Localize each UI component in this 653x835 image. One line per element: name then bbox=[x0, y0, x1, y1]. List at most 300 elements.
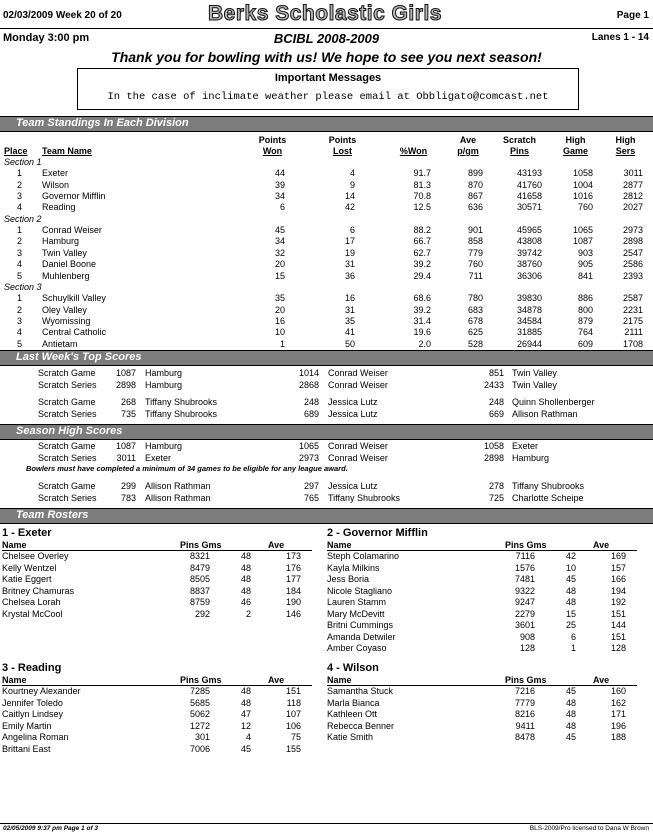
standings-cell-lost: 19 bbox=[344, 247, 355, 258]
standings-cell-pct: 29.4 bbox=[413, 270, 431, 281]
footer-license: BLS-2009/Pro licensed to Dana W Brown bbox=[529, 825, 649, 832]
score-name-1: Hamburg bbox=[145, 368, 183, 378]
standings-cell-sers: 2877 bbox=[622, 179, 643, 190]
score-name-3: Tiffany Shubrooks bbox=[512, 481, 585, 491]
roster-player-ave: 184 bbox=[285, 585, 301, 596]
section-label: Section 1 bbox=[4, 157, 42, 167]
roster-player-ave: 171 bbox=[610, 709, 626, 719]
last-week-bar-title: Last Week's Top Scores bbox=[16, 351, 142, 363]
standings-row bbox=[0, 180, 653, 191]
roster-player-games: 48 bbox=[240, 686, 251, 696]
standings-cell-pins: 41760 bbox=[516, 179, 542, 190]
roster-player-pins: 1272 bbox=[189, 720, 210, 731]
standings-cell-place: 4 bbox=[16, 259, 22, 270]
score-name-2: Conrad Weiser bbox=[328, 453, 388, 463]
roster-team bbox=[327, 662, 647, 822]
score-name-1: Tiffany Shubrooks bbox=[145, 409, 218, 419]
col-ave-1: Ave bbox=[459, 135, 477, 145]
standings-cell-won: 15 bbox=[274, 270, 285, 281]
standings-cell-lost: 36 bbox=[344, 270, 355, 281]
roster-player-row bbox=[327, 620, 647, 631]
last-week-bar bbox=[0, 350, 653, 366]
score-category: Scratch Game bbox=[38, 481, 96, 491]
standings-cell-sers: 2547 bbox=[622, 247, 643, 258]
roster-col-ave: Ave bbox=[593, 675, 610, 685]
day-time: Monday 3:00 pm bbox=[3, 32, 90, 44]
roster-player-name: Kourtney Alexander bbox=[2, 686, 81, 696]
roster-player-name: Caitlyn Lindsey bbox=[2, 709, 64, 719]
score-row bbox=[0, 368, 653, 379]
roster-player-name: Krystal McCool bbox=[2, 608, 63, 619]
col-scratch-pins: Pins bbox=[509, 146, 529, 156]
standings-cell-sers: 2973 bbox=[622, 225, 643, 236]
roster-player-ave: 106 bbox=[285, 720, 301, 731]
roster-player-ave: 107 bbox=[285, 709, 301, 719]
roster-player-row bbox=[327, 721, 647, 732]
standings-bar bbox=[0, 116, 653, 132]
roster-player-row bbox=[327, 732, 647, 743]
score-name-1: Tiffany Shubrooks bbox=[145, 397, 218, 407]
standings-cell-game: 760 bbox=[577, 202, 593, 213]
standings-cell-won: 20 bbox=[274, 304, 285, 315]
roster-player-ave: 162 bbox=[610, 697, 626, 708]
roster-player-games: 47 bbox=[240, 709, 251, 719]
standings-cell-place: 2 bbox=[16, 236, 22, 247]
standings-cell-game: 609 bbox=[577, 338, 593, 349]
roster-player-name: Jess Boria bbox=[327, 574, 370, 584]
roster-player-games: 48 bbox=[565, 720, 576, 731]
standings-cell-ave: 636 bbox=[467, 202, 483, 213]
league-name: BCIBL 2008-2009 bbox=[273, 31, 380, 46]
standings-cell-lost: 31 bbox=[344, 259, 355, 270]
standings-cell-game: 903 bbox=[577, 247, 593, 258]
standings-cell-pct: 2.0 bbox=[418, 338, 431, 349]
score-score-2: 2973 bbox=[298, 453, 319, 463]
roster-player-games: 48 bbox=[565, 709, 576, 719]
messages-title: Important Messages bbox=[274, 72, 382, 84]
roster-player-row bbox=[327, 698, 647, 709]
roster-player-games: 48 bbox=[240, 562, 251, 573]
roster-player-row bbox=[2, 597, 322, 608]
roster-player-games: 48 bbox=[240, 697, 251, 708]
standings-cell-place: 1 bbox=[16, 168, 22, 179]
standings-cell-team: Daniel Boone bbox=[42, 259, 97, 270]
standings-cell-sers: 2393 bbox=[622, 270, 643, 281]
roster-col-name: Name bbox=[2, 540, 27, 550]
col-place: Place bbox=[4, 146, 28, 156]
roster-team-title: 4 - Wilson bbox=[327, 662, 379, 674]
standings-cell-won: 45 bbox=[274, 225, 285, 236]
roster-player-row bbox=[327, 643, 647, 654]
standings-row bbox=[0, 191, 653, 202]
score-row bbox=[0, 397, 653, 408]
score-score-3: 1058 bbox=[483, 441, 504, 451]
roster-player-pins: 3601 bbox=[514, 620, 535, 630]
score-category: Scratch Series bbox=[38, 453, 97, 463]
standings-cell-team: Schuylkill Valley bbox=[42, 293, 106, 304]
standings-cell-team: Governor Mifflin bbox=[42, 191, 106, 202]
thank-you-message: Thank you for bowling with us! We hope to see you next season! bbox=[111, 49, 542, 65]
roster-player-name: Katie Eggert bbox=[2, 574, 52, 584]
roster-player-name: Amber Coyaso bbox=[327, 643, 387, 653]
standings-cell-game: 1065 bbox=[572, 225, 593, 236]
roster-player-ave: 188 bbox=[610, 732, 626, 742]
col-high-sers-1: High bbox=[615, 135, 636, 145]
standings-cell-game: 841 bbox=[577, 270, 593, 281]
standings-cell-won: 39 bbox=[274, 179, 285, 190]
roster-player-games: 4 bbox=[245, 732, 251, 742]
score-row bbox=[0, 453, 653, 464]
standings-cell-won: 20 bbox=[274, 259, 285, 270]
standings-cell-team: Reading bbox=[42, 202, 76, 213]
score-score-1: 1087 bbox=[115, 441, 136, 451]
roster-team-title: 2 - Governor Mifflin bbox=[327, 527, 428, 539]
score-category: Scratch Series bbox=[38, 493, 97, 503]
roster-player-games: 48 bbox=[240, 574, 251, 584]
roster-team-title: 3 - Reading bbox=[2, 662, 62, 674]
standings-cell-pins: 39742 bbox=[516, 247, 542, 258]
col-high-game: Game bbox=[562, 146, 588, 156]
score-score-1: 783 bbox=[120, 493, 136, 503]
roster-player-name: Britni Cummings bbox=[327, 620, 394, 630]
roster-player-name: Lauren Stamm bbox=[327, 597, 387, 607]
roster-player-ave: 151 bbox=[610, 608, 626, 619]
standings-cell-sers: 2586 bbox=[622, 259, 643, 270]
roster-player-ave: 166 bbox=[610, 574, 626, 584]
roster-player-ave: 118 bbox=[286, 697, 301, 708]
standings-cell-place: 4 bbox=[16, 327, 22, 338]
standings-cell-pins: 45965 bbox=[516, 225, 542, 236]
col-points-lost-1: Points bbox=[328, 135, 357, 145]
roster-player-name: Rebecca Benner bbox=[327, 720, 395, 731]
score-score-2: 248 bbox=[303, 397, 319, 407]
standings-cell-sers: 2587 bbox=[622, 293, 643, 304]
standings-cell-pct: 68.6 bbox=[413, 293, 431, 304]
roster-player-ave: 173 bbox=[285, 551, 301, 561]
roster-player-name: Steph Colamarino bbox=[327, 551, 400, 561]
roster-player-ave: 192 bbox=[610, 597, 626, 607]
standings-cell-lost: 6 bbox=[349, 225, 355, 236]
col-ave: p/gm bbox=[457, 146, 479, 156]
score-score-1: 268 bbox=[120, 397, 136, 407]
standings-cell-place: 2 bbox=[16, 179, 22, 190]
report-date-week: 02/03/2009 Week 20 of 20 bbox=[3, 10, 122, 21]
roster-player-row bbox=[2, 586, 322, 597]
standings-cell-game: 1004 bbox=[572, 179, 593, 190]
roster-player-pins: 128 bbox=[519, 643, 535, 653]
col-points-won-1: Points bbox=[258, 135, 287, 145]
roster-player-games: 48 bbox=[565, 597, 576, 607]
roster-player-row bbox=[2, 609, 322, 620]
roster-player-row bbox=[327, 563, 647, 574]
roster-player-games: 45 bbox=[565, 732, 576, 742]
score-category: Scratch Game bbox=[38, 368, 96, 378]
standings-cell-ave: 780 bbox=[467, 293, 483, 304]
roster-player-pins: 8759 bbox=[189, 597, 210, 607]
standings-cell-ave: 870 bbox=[467, 179, 483, 190]
roster-col-name: Name bbox=[327, 540, 352, 550]
score-score-1: 1087 bbox=[115, 368, 136, 378]
score-name-3: Charlotte Scheipe bbox=[512, 493, 584, 503]
roster-player-ave: 146 bbox=[285, 608, 301, 619]
roster-player-name: Kelly Wentzel bbox=[2, 562, 57, 573]
roster-player-pins: 9247 bbox=[514, 597, 535, 607]
score-score-3: 725 bbox=[488, 493, 504, 503]
standings-cell-won: 35 bbox=[274, 293, 285, 304]
standings-cell-ave: 625 bbox=[467, 327, 483, 338]
roster-player-games: 46 bbox=[240, 597, 251, 607]
score-row bbox=[0, 380, 653, 391]
standings-cell-lost: 42 bbox=[344, 202, 355, 213]
score-name-1: Allison Rathman bbox=[145, 481, 211, 491]
roster-player-row bbox=[327, 632, 647, 643]
roster-player-ave: 177 bbox=[285, 574, 301, 584]
score-name-2: Tiffany Shubrooks bbox=[328, 493, 401, 503]
col-pct-won: %Won bbox=[399, 146, 428, 156]
roster-player-name: Chelsea Lorah bbox=[2, 597, 61, 607]
standings-row bbox=[0, 339, 653, 350]
score-score-2: 765 bbox=[303, 493, 319, 503]
roster-player-name: Samantha Stuck bbox=[327, 686, 394, 696]
score-score-3: 248 bbox=[488, 397, 504, 407]
standings-cell-won: 44 bbox=[274, 168, 285, 179]
standings-cell-ave: 678 bbox=[467, 315, 483, 326]
standings-cell-pins: 38760 bbox=[516, 259, 542, 270]
roster-player-name: Amanda Detwiler bbox=[327, 631, 396, 642]
score-row bbox=[0, 481, 653, 492]
roster-player-pins: 8479 bbox=[189, 562, 210, 573]
standings-cell-lost: 41 bbox=[344, 327, 355, 338]
roster-player-pins: 7481 bbox=[514, 574, 535, 584]
col-team-name: Team Name bbox=[42, 146, 92, 156]
standings-row bbox=[0, 293, 653, 304]
standings-cell-team: Wyomissing bbox=[42, 315, 91, 326]
roster-player-pins: 8321 bbox=[189, 551, 210, 561]
col-points-won: Won bbox=[262, 146, 283, 156]
roster-player-row bbox=[327, 586, 647, 597]
roster-player-games: 6 bbox=[570, 631, 576, 642]
standings-row bbox=[0, 225, 653, 236]
roster-player-pins: 7779 bbox=[514, 697, 535, 708]
standings-cell-pct: 70.8 bbox=[413, 191, 431, 202]
standings-bar-title: Team Standings In Each Division bbox=[16, 117, 189, 129]
standings-cell-game: 1016 bbox=[572, 191, 593, 202]
standings-cell-won: 16 bbox=[274, 315, 285, 326]
roster-player-ave: 75 bbox=[290, 732, 301, 742]
season-high-bar bbox=[0, 424, 653, 440]
standings-cell-team: Central Catholic bbox=[42, 327, 107, 338]
standings-cell-ave: 683 bbox=[467, 304, 483, 315]
standings-cell-team: Wilson bbox=[42, 179, 70, 190]
roster-player-name: Kayla Milkins bbox=[327, 562, 380, 573]
standings-cell-team: Hamburg bbox=[42, 236, 80, 247]
score-name-2: Jessica Lutz bbox=[328, 409, 378, 419]
roster-player-name: Nicole Stagliano bbox=[327, 585, 393, 596]
roster-player-games: 42 bbox=[565, 551, 576, 561]
score-score-3: 669 bbox=[488, 409, 504, 419]
roster-player-ave: 144 bbox=[610, 620, 626, 630]
roster-player-games: 45 bbox=[565, 574, 576, 584]
standings-cell-pct: 19.6 bbox=[413, 327, 431, 338]
standings-cell-place: 5 bbox=[16, 270, 22, 281]
score-name-1: Allison Rathman bbox=[145, 493, 211, 503]
roster-player-row bbox=[2, 721, 322, 732]
season-high-bar-title: Season High Scores bbox=[16, 425, 123, 437]
score-name-3: Allison Rathman bbox=[512, 409, 578, 419]
score-score-1: 3011 bbox=[116, 453, 136, 463]
standings-cell-pins: 36306 bbox=[516, 270, 542, 281]
roster-player-name: Kathleen Ott bbox=[327, 709, 378, 719]
roster-player-name: Mary McDevitt bbox=[327, 608, 385, 619]
roster-player-name: Chelsee Overley bbox=[2, 551, 69, 561]
standings-row bbox=[0, 316, 653, 327]
lanes: Lanes 1 - 14 bbox=[591, 32, 649, 43]
roster-player-row bbox=[327, 709, 647, 720]
standings-cell-pct: 91.7 bbox=[413, 168, 431, 179]
roster-player-pins: 7116 bbox=[515, 551, 535, 561]
roster-player-pins: 8837 bbox=[189, 585, 210, 596]
standings-cell-place: 2 bbox=[16, 304, 22, 315]
standings-cell-ave: 858 bbox=[467, 236, 483, 247]
standings-cell-game: 800 bbox=[577, 304, 593, 315]
standings-cell-lost: 31 bbox=[344, 304, 355, 315]
roster-player-ave: 169 bbox=[610, 551, 626, 561]
standings-cell-won: 34 bbox=[274, 236, 285, 247]
roster-player-row bbox=[327, 551, 647, 562]
roster-player-name: Britney Chamuras bbox=[2, 585, 75, 596]
score-score-3: 2433 bbox=[483, 380, 504, 390]
score-category: Scratch Series bbox=[38, 409, 97, 419]
standings-cell-ave: 901 bbox=[467, 225, 483, 236]
score-score-1: 2898 bbox=[115, 380, 136, 390]
roster-col-ave: Ave bbox=[268, 675, 285, 685]
standings-cell-ave: 899 bbox=[467, 168, 483, 179]
standings-cell-pins: 39830 bbox=[516, 293, 542, 304]
roster-player-ave: 190 bbox=[285, 597, 301, 607]
roster-player-name: Marla Bianca bbox=[327, 697, 380, 708]
roster-player-pins: 7216 bbox=[514, 686, 535, 696]
roster-player-pins: 1576 bbox=[514, 562, 535, 573]
standings-cell-won: 1 bbox=[279, 338, 285, 349]
score-category: Scratch Game bbox=[38, 441, 96, 451]
roster-player-games: 2 bbox=[245, 608, 251, 619]
messages-text: In the case of inclimate weather please email at Obbligato@comcast.net bbox=[107, 91, 549, 103]
score-name-1: Hamburg bbox=[145, 441, 183, 451]
score-name-2: Conrad Weiser bbox=[328, 441, 388, 451]
standings-cell-place: 3 bbox=[16, 315, 22, 326]
roster-player-row bbox=[327, 597, 647, 608]
standings-cell-sers: 2175 bbox=[622, 315, 643, 326]
roster-player-row bbox=[327, 609, 647, 620]
col-points-lost: Lost bbox=[333, 146, 352, 156]
roster-player-pins: 5062 bbox=[189, 709, 210, 719]
standings-cell-sers: 2898 bbox=[622, 236, 643, 247]
standings-cell-team: Muhlenberg bbox=[42, 270, 90, 281]
score-score-1: 735 bbox=[120, 409, 136, 419]
score-name-2: Conrad Weiser bbox=[328, 380, 388, 390]
section-label: Section 3 bbox=[4, 281, 42, 292]
standings-cell-ave: 760 bbox=[467, 259, 483, 270]
score-category: Scratch Series bbox=[38, 380, 97, 390]
standings-cell-game: 905 bbox=[577, 259, 593, 270]
roster-player-ave: 151 bbox=[285, 686, 301, 696]
roster-player-pins: 2279 bbox=[514, 608, 535, 619]
score-name-2: Jessica Lutz bbox=[328, 397, 378, 407]
standings-cell-place: 4 bbox=[16, 202, 22, 213]
roster-player-games: 15 bbox=[565, 608, 576, 619]
roster-player-games: 12 bbox=[240, 720, 251, 731]
standings-cell-place: 3 bbox=[16, 247, 22, 258]
standings-cell-team: Antietam bbox=[42, 338, 78, 349]
col-scratch-1: Scratch bbox=[502, 135, 537, 145]
standings-cell-pct: 81.3 bbox=[413, 179, 431, 190]
roster-player-games: 48 bbox=[240, 585, 251, 596]
score-score-2: 2868 bbox=[298, 380, 319, 390]
standings-cell-lost: 9 bbox=[349, 179, 355, 190]
standings-cell-pct: 66.7 bbox=[413, 236, 431, 247]
standings-cell-game: 1087 bbox=[572, 236, 593, 247]
standings-cell-won: 32 bbox=[274, 247, 285, 258]
roster-player-pins: 292 bbox=[194, 608, 210, 619]
standings-cell-sers: 1708 bbox=[622, 338, 643, 349]
score-score-2: 1065 bbox=[298, 441, 319, 451]
roster-player-games: 1 bbox=[570, 643, 576, 653]
roster-player-games: 48 bbox=[565, 585, 576, 596]
standings-cell-pct: 39.2 bbox=[413, 259, 431, 270]
standings-cell-pct: 12.5 bbox=[413, 202, 431, 213]
roster-col-pins-gms: Pins Gms bbox=[505, 675, 547, 685]
roster-player-pins: 301 bbox=[194, 732, 210, 742]
score-category: Scratch Game bbox=[38, 397, 96, 407]
page-number: Page 1 bbox=[616, 10, 649, 21]
standings-cell-lost: 14 bbox=[344, 191, 355, 202]
roster-player-pins: 9322 bbox=[514, 585, 535, 596]
standings-cell-lost: 50 bbox=[344, 338, 355, 349]
important-messages-box bbox=[77, 68, 579, 110]
standings-cell-lost: 16 bbox=[344, 293, 355, 304]
score-score-1: 299 bbox=[120, 481, 136, 491]
roster-player-pins: 7285 bbox=[189, 686, 210, 696]
roster-player-name: Katie Smith bbox=[327, 732, 374, 742]
standings-cell-ave: 779 bbox=[467, 247, 483, 258]
roster-player-pins: 8478 bbox=[514, 732, 535, 742]
roster-player-row bbox=[2, 563, 322, 574]
standings-cell-place: 3 bbox=[16, 191, 22, 202]
roster-player-ave: 155 bbox=[285, 743, 301, 754]
standings-cell-game: 764 bbox=[577, 327, 593, 338]
standings-cell-won: 10 bbox=[274, 327, 285, 338]
roster-col-pins-gms: Pins Gms bbox=[180, 675, 222, 685]
score-score-2: 1014 bbox=[298, 368, 319, 378]
roster-player-ave: 157 bbox=[610, 562, 626, 573]
standings-cell-lost: 4 bbox=[349, 168, 355, 179]
standings-row bbox=[0, 168, 653, 179]
score-name-3: Twin Valley bbox=[512, 368, 557, 378]
standings-cell-pins: 31885 bbox=[516, 327, 542, 338]
col-high-game-1: High bbox=[565, 135, 586, 145]
score-score-3: 2898 bbox=[483, 453, 504, 463]
score-row bbox=[0, 441, 653, 452]
roster-player-games: 45 bbox=[240, 743, 251, 754]
roster-col-pins-gms: Pins Gms bbox=[180, 540, 222, 550]
score-row bbox=[0, 493, 653, 504]
standings-cell-pct: 88.2 bbox=[413, 225, 431, 236]
roster-player-ave: 151 bbox=[610, 631, 626, 642]
roster-player-games: 48 bbox=[240, 551, 251, 561]
roster-player-row bbox=[2, 686, 322, 697]
standings-cell-game: 1058 bbox=[572, 168, 593, 179]
rosters-bar-title: Team Rosters bbox=[16, 509, 89, 521]
